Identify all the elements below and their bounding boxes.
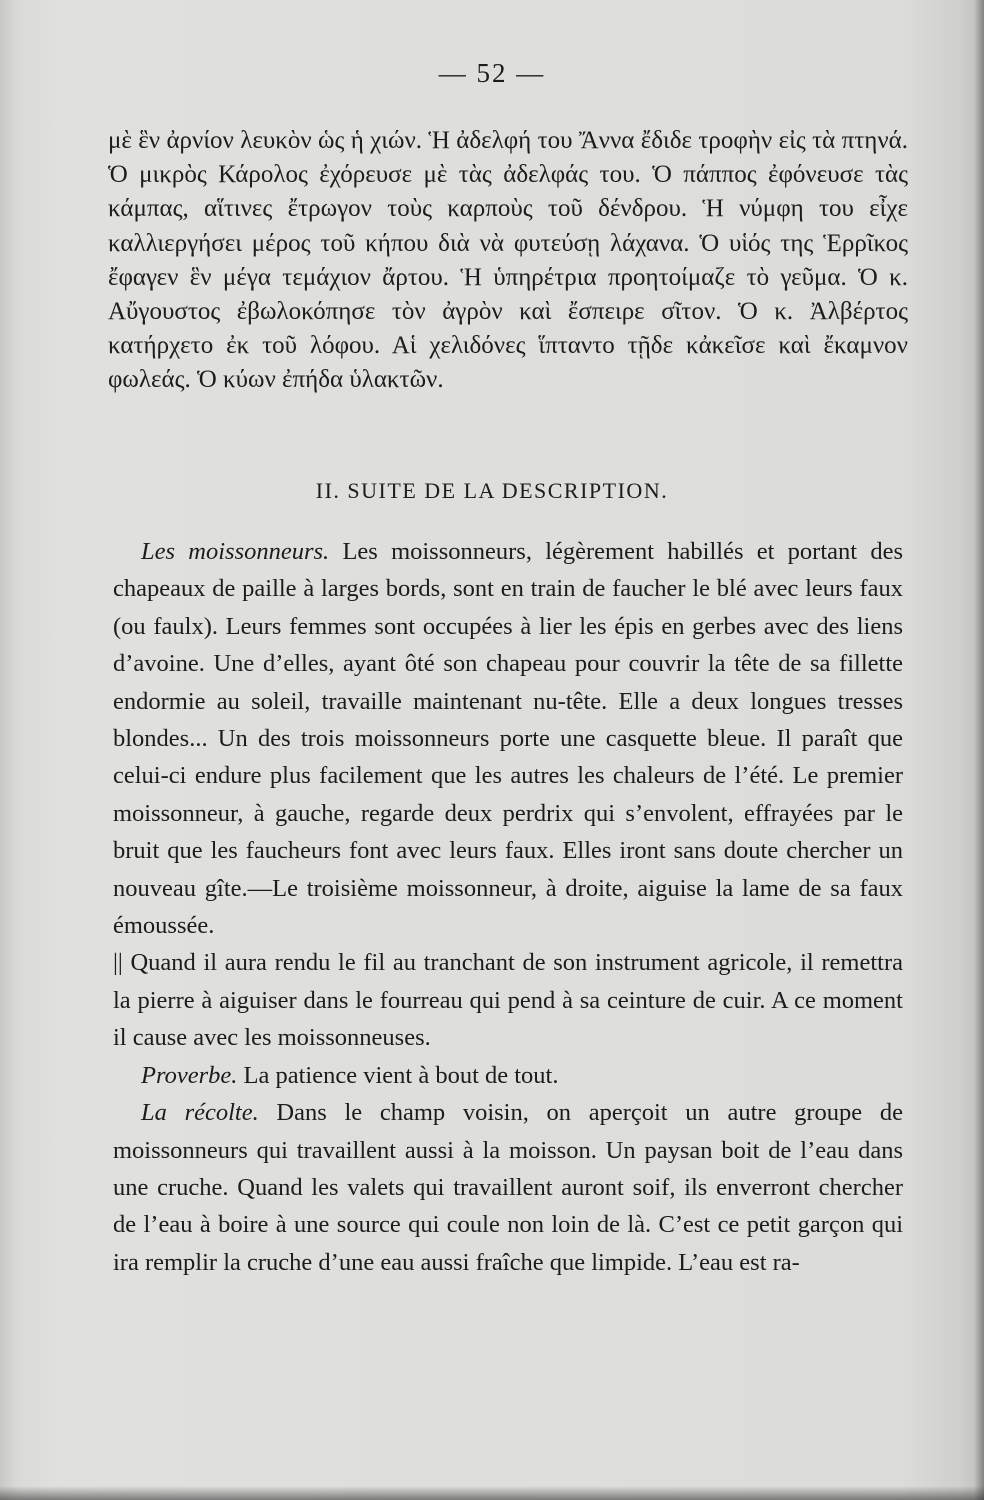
- paragraph-lead: La récolte.: [141, 1099, 259, 1127]
- paragraph-continuation: [113, 944, 903, 1056]
- paragraph-body: Les moissonneurs, légèrement habillés et portant des chapeaux de paille à larges bords, sont en train de faucher le blé avec leurs faux (ou faulx). Leurs femmes sont occupées à lier les épis en gerbes avec des liens d’avoine. Une d’elles, ayant ôté son chapeau pour couvrir la tête de sa fillette endormie au soleil, travaille maintenant nu-tête. Elle a deux longues tresses blondes... Un des trois moissonneurs porte une casquette bleue. Il paraît que celui-ci endure plus facilement que les autres les chaleurs de l’été. Le premier moissonneur, à gauche, regarde deux perdrix qui s’envolent, effrayées par le bruit que les faucheurs font avec leurs faux. Elles iront sans doute chercher un nouveau gîte.—Le troisième moissonneur, à droite, aiguise la lame de sa faux émoussée.: [113, 538, 903, 940]
- paragraph-moissonneurs: [113, 533, 903, 944]
- french-text-block: [113, 533, 903, 1281]
- paragraph-body: || Quand il aura rendu le fil au tranchant de son instrument agricole, il remettra la pierre à aiguiser dans le fourreau qui pend à sa ceinture de cuir. A ce moment il cause avec les moissonneuses.: [113, 949, 903, 1052]
- greek-text-block: [108, 124, 908, 398]
- paragraph-body: Dans le champ voisin, on aperçoit un autre groupe de moissonneurs qui travaillent aussi à la moisson. Un paysan boit de l’eau dans une cruche. Quand les valets qui travaillent auront soif, ils enverront chercher de l’eau à boire à une source qui coule non loin de là. C’est ce petit garçon qui ira remplir la cruche d’une eau aussi fraîche que limpide. L’eau est ra-: [113, 1099, 903, 1276]
- greek-paragraph: μὲ ἓν ἀρνίον λευκὸν ὡς ἡ χιών. Ἡ ἀδελφή του Ἄννα ἔδιδε τροφὴν εἰς τὰ πτηνά. Ὁ μικρὸς Κάρολος ἐχόρευσε μὲ τὰς ἀδελφάς του. Ὁ πάππος ἐφόνευσε τὰς κάμπας, αἵτινες ἔτρωγον τοὺς καρποὺς τοῦ δένδρου. Ἡ νύμφη του εἶχε καλλιεργήσει μέρος τοῦ κήπου διὰ νὰ φυτεύσῃ λάχανα. Ὁ υἱός της Ἑρρῖκος ἔφαγεν ἓν μέγα τεμάχιον ἄρτου. Ἡ ὑπηρέτρια προητοίμαζε τὸ γεῦμα. Ὁ κ. Αὔγουστος ἐβωλοκόπησε τὸν ἀγρὸν καὶ ἔσπειρε σῖτον. Ὁ κ. Ἀλβέρτος κατήρχετο ἐκ τοῦ λόφου. Αἱ χελιδόνες ἵπταντο τῇδε κἀκεῖσε καὶ ἔκαμνον φωλεάς. Ὁ κύων ἐπήδα ὑλακτῶν.: [108, 127, 908, 394]
- paragraph-body: La patience vient à bout de tout.: [237, 1061, 559, 1089]
- page-bottom-shadow: [0, 1486, 984, 1500]
- paragraph-lead: Proverbe.: [141, 1061, 238, 1089]
- paragraph-recolte: [113, 1094, 903, 1281]
- paragraph-proverbe: [113, 1057, 903, 1094]
- section-heading: II. SUITE DE LA DESCRIPTION.: [315, 478, 669, 503]
- page-edge-shadow: [974, 0, 984, 1500]
- page-number: — 52 —: [438, 58, 546, 88]
- paragraph-lead: Les moissonneurs.: [141, 538, 330, 565]
